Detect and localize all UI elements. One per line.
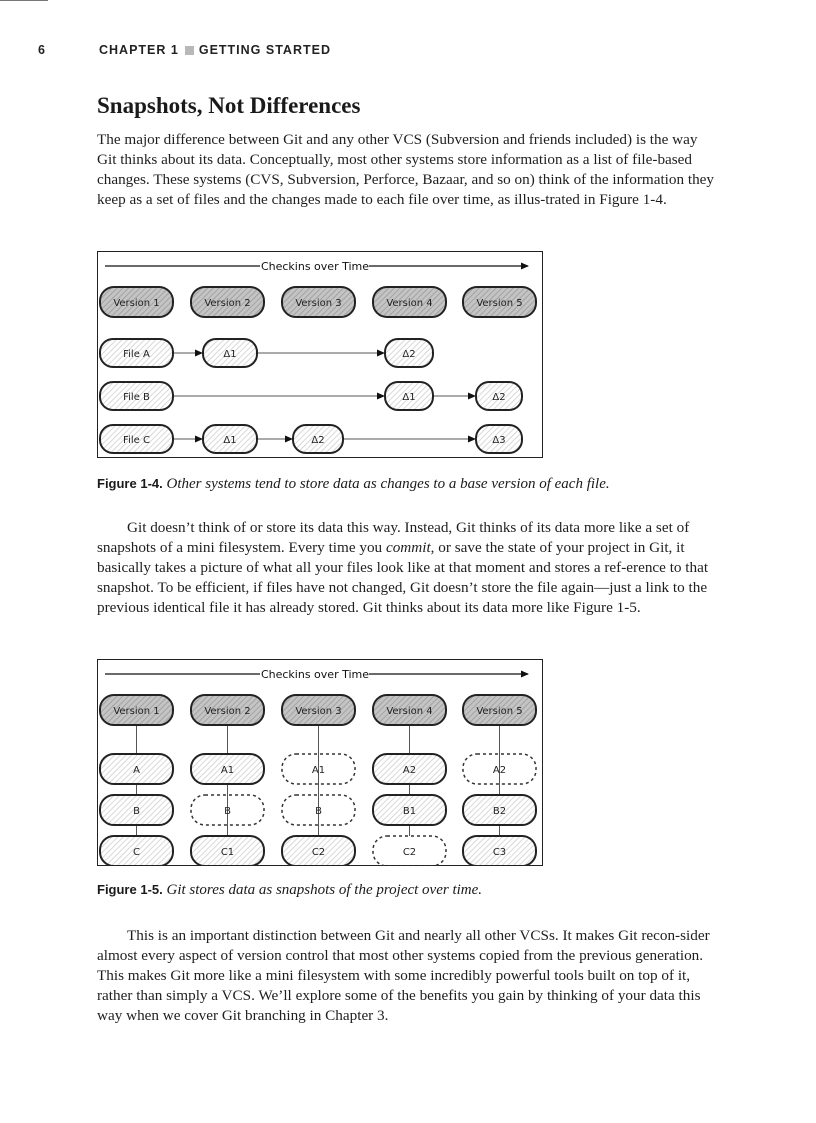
chapter-label (99, 43, 331, 57)
version-label: Version 1 (113, 706, 160, 717)
snapshot-label: C2 (311, 847, 326, 858)
file-label: File A (123, 349, 150, 360)
snapshot-label: B1 (402, 806, 417, 817)
corner-rule (0, 0, 48, 1)
stored-file-node (191, 754, 264, 784)
delta-label: Δ2 (311, 435, 325, 446)
file-label: File B (123, 392, 150, 403)
version-node (191, 287, 264, 317)
figure-1-5-caption (97, 880, 482, 900)
snapshot-label: B (315, 806, 322, 817)
figure-1-5-diagram (97, 659, 543, 866)
stored-file-node (373, 754, 446, 784)
stored-file-node (463, 836, 536, 866)
commit-term: commit (385, 539, 431, 556)
section-heading: Snapshots, Not Differences (97, 93, 361, 118)
snapshot-label: B (224, 806, 231, 817)
version-node (373, 287, 446, 317)
version-label: Version 3 (295, 298, 342, 309)
delta-node (476, 425, 522, 453)
file-node (100, 425, 173, 453)
caption-label: Figure 1-4. (97, 476, 163, 491)
version-node (463, 695, 536, 725)
timeline-title: Checkins over Time (260, 260, 370, 273)
paragraph-3 (97, 926, 719, 1026)
snapshot-label: B (133, 806, 140, 817)
caption-label: Figure 1-5. (97, 882, 163, 897)
delta-label: Δ3 (492, 435, 506, 446)
paragraph-2 (97, 518, 719, 618)
stored-file-node (191, 836, 264, 866)
version-node (463, 287, 536, 317)
delta-node (476, 382, 522, 410)
section-title: GETTING STARTED (198, 43, 331, 57)
version-node (100, 287, 173, 317)
delta-label: Δ2 (402, 349, 416, 360)
snapshot-label: C2 (402, 847, 417, 858)
delta-label: Δ1 (402, 392, 416, 403)
linked-file-node (373, 836, 446, 866)
version-node (100, 695, 173, 725)
stored-file-node (100, 754, 173, 784)
delta-label: Δ1 (223, 349, 237, 360)
snapshot-connectors (137, 725, 500, 836)
page-number: 6 (38, 43, 46, 57)
snapshot-label: C1 (220, 847, 235, 858)
chapter-number: CHAPTER 1 (99, 43, 179, 57)
figure-1-4-diagram (97, 251, 543, 458)
version-label: Version 4 (386, 298, 433, 309)
stored-file-node (373, 795, 446, 825)
snapshot-label: A2 (492, 765, 507, 776)
snapshot-label: A1 (220, 765, 235, 776)
delta-node (203, 339, 257, 367)
delta-label: Δ1 (223, 435, 237, 446)
version-label: Version 5 (476, 706, 523, 717)
delta-node (385, 382, 433, 410)
snapshot-label: A2 (402, 765, 417, 776)
version-label: Version 4 (386, 706, 433, 717)
file-node (100, 339, 173, 367)
delta-node (293, 425, 343, 453)
delta-label: Δ2 (492, 392, 506, 403)
snapshot-label: B2 (492, 806, 507, 817)
version-label: Version 5 (476, 298, 523, 309)
square-separator-icon (185, 46, 194, 55)
file-label: File C (123, 435, 150, 446)
delta-node (385, 339, 433, 367)
version-label: Version 2 (204, 298, 251, 309)
version-label: Version 1 (113, 298, 160, 309)
delta-node (203, 425, 257, 453)
version-node (373, 695, 446, 725)
snapshot-label: A1 (311, 765, 326, 776)
paragraph-2-part-1: Git doesn’t think of or store its data this way. Instead, Git thinks of its data more like a set of snapshots of a mini filesystem. Every time you (97, 519, 690, 556)
paragraph-3-text: This is an important distinction between Git and nearly all other VCSs. It makes Git recon-sider almost every aspect of version control that most other systems copied from the previous generation. This makes Git more like a mini filesystem with some incredibly powerful tools built on top of it, rather than simply a VCS. We’ll explore some of the benefits you gain by thinking of your data this way when we cover Git branching in Chapter 3. (97, 927, 710, 1024)
timeline-title: Checkins over Time (260, 668, 370, 681)
version-row (100, 695, 536, 725)
paragraph-2-part-2: , or save the state of your project in Git, it basically takes a picture of what all your files look like at that moment and stores a ref-erence to that snapshot. To be efficient, if files have not changed, Git doesn’t store the file again—just a link to the previous identical file it has already stored. Git thinks about its data more like Figure 1-5. (97, 539, 709, 616)
snapshot-label: C3 (492, 847, 507, 858)
snapshot-grid (100, 754, 536, 866)
snapshot-label: A (133, 765, 140, 776)
version-label: Version 2 (204, 706, 251, 717)
stored-file-node (463, 795, 536, 825)
version-node (191, 695, 264, 725)
stored-file-node (100, 836, 173, 866)
stored-file-node (100, 795, 173, 825)
stored-file-node (282, 836, 355, 866)
caption-text: Other systems tend to store data as changes to a base version of each file. (166, 476, 610, 492)
paragraph-1: The major difference between Git and any other VCS (Subversion and friends included) is the way Git thinks about its data. Conceptually, most other systems store information as a list of file-based changes. These systems (CVS, Subversion, Perforce, Bazaar, and so on) think of the information they keep as a set of files and the changes made to each file over time, as illus-trated in Figure 1-4. (97, 131, 715, 208)
caption-text: Git stores data as snapshots of the project over time. (166, 882, 483, 898)
snapshot-label: C (133, 847, 140, 858)
version-node (282, 287, 355, 317)
version-node (282, 695, 355, 725)
version-label: Version 3 (295, 706, 342, 717)
figure-1-4-caption (97, 474, 610, 494)
file-node (100, 382, 173, 410)
